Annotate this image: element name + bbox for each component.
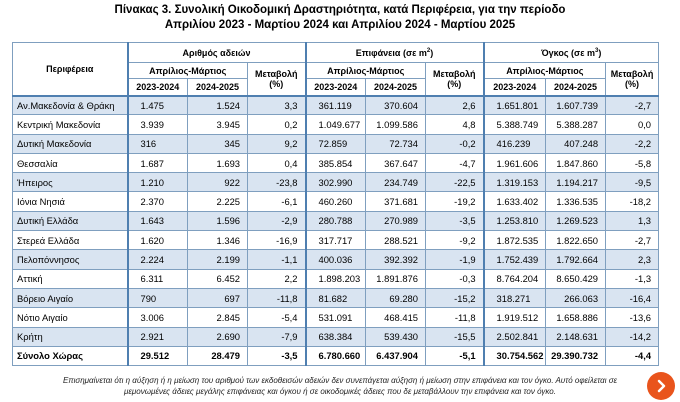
value-cell-ac: -15,2 <box>426 288 484 307</box>
value-cell-v2: 1.847.860 <box>546 153 606 172</box>
value-cell-p1: 3.939 <box>128 115 188 134</box>
table-title-line2: Απριλίου 2023 - Μαρτίου 2024 και Απριλίου 2024 - Μαρτίου 2025 <box>164 19 516 31</box>
value-cell-v1: 1.752.439 <box>484 250 546 269</box>
value-cell-pc: 0,4 <box>248 153 306 172</box>
value-cell-v1: 1.253.810 <box>484 211 546 230</box>
value-cell-pc: -16,9 <box>248 231 306 250</box>
value-cell-pc: 3,3 <box>248 96 306 115</box>
value-cell-a1: 460.260 <box>306 192 366 211</box>
value-cell-v2: 1.792.664 <box>546 250 606 269</box>
footnote-line2: μεμονωμένες άδειες μεγάλης επιφάνειας και όγκου ή σε οικοδομικές άδειες που δε μεταβάλλουν την επιφάνεια και τον όγκο. <box>124 386 556 396</box>
value-cell-vc: -4,4 <box>606 346 659 365</box>
table-row <box>13 153 659 172</box>
table-row <box>13 96 659 115</box>
value-cell-p1: 2.370 <box>128 192 188 211</box>
value-cell-v2: 266.063 <box>546 288 606 307</box>
value-cell-a2: 539.430 <box>366 327 426 346</box>
value-cell-p2: 2.690 <box>188 327 248 346</box>
value-cell-a2: 6.437.904 <box>366 346 426 365</box>
value-cell-vc: -14,2 <box>606 327 659 346</box>
value-cell-a1: 1.898.203 <box>306 269 366 288</box>
value-cell-p2: 1.346 <box>188 231 248 250</box>
value-cell-a2: 392.392 <box>366 250 426 269</box>
region-name-cell: Θεσσαλία <box>13 153 128 172</box>
value-cell-v2: 1.194.217 <box>546 173 606 192</box>
value-cell-a1: 361.119 <box>306 96 366 115</box>
statistics-table <box>12 42 659 366</box>
value-cell-a1: 531.091 <box>306 308 366 327</box>
value-cell-ac: -0,2 <box>426 134 484 153</box>
value-cell-pc: -23,8 <box>248 173 306 192</box>
value-cell-ac: -4,7 <box>426 153 484 172</box>
header-volume: Όγκος (σε $m^3$) <box>484 43 659 63</box>
value-cell-v2: 407.248 <box>546 134 606 153</box>
value-cell-p1: 1.643 <box>128 211 188 230</box>
value-cell-a2: 367.647 <box>366 153 426 172</box>
value-cell-p2: 1.524 <box>188 96 248 115</box>
value-cell-p1: 1.475 <box>128 96 188 115</box>
value-cell-v2: 8.650.429 <box>546 269 606 288</box>
value-cell-a2: 468.415 <box>366 308 426 327</box>
region-name-cell: Νότιο Αιγαίο <box>13 308 128 327</box>
value-cell-p2: 1.596 <box>188 211 248 230</box>
table-row <box>13 211 659 230</box>
table-row <box>13 327 659 346</box>
value-cell-v1: 1.872.535 <box>484 231 546 250</box>
header-region: Περιφέρεια <box>13 43 128 96</box>
value-cell-ac: -19,2 <box>426 192 484 211</box>
value-cell-v1: 1.919.512 <box>484 308 546 327</box>
table-row <box>13 173 659 192</box>
value-cell-p1: 316 <box>128 134 188 153</box>
value-cell-vc: 0,0 <box>606 115 659 134</box>
table-row <box>13 115 659 134</box>
region-name-cell: Δυτική Ελλάδα <box>13 211 128 230</box>
value-cell-p2: 3.945 <box>188 115 248 134</box>
value-cell-ac: -1,9 <box>426 250 484 269</box>
value-cell-pc: 9,2 <box>248 134 306 153</box>
value-cell-a2: 270.989 <box>366 211 426 230</box>
value-cell-v2: 29.390.732 <box>546 346 606 365</box>
value-cell-vc: -5,8 <box>606 153 659 172</box>
value-cell-pc: -3,5 <box>248 346 306 365</box>
value-cell-v2: 1.822.650 <box>546 231 606 250</box>
table-body <box>13 96 659 366</box>
value-cell-v1: 1.633.402 <box>484 192 546 211</box>
value-cell-a1: 72.859 <box>306 134 366 153</box>
value-cell-v1: 1.319.153 <box>484 173 546 192</box>
value-cell-ac: -5,1 <box>426 346 484 365</box>
table-row <box>13 231 659 250</box>
region-name-cell: Στερεά Ελλάδα <box>13 231 128 250</box>
table-row <box>13 192 659 211</box>
footnote <box>0 376 680 397</box>
region-name-cell: Αν.Μακεδονία & Θράκη <box>13 96 128 115</box>
value-cell-ac: -3,5 <box>426 211 484 230</box>
value-cell-pc: -11,8 <box>248 288 306 307</box>
value-cell-vc: 1,3 <box>606 211 659 230</box>
region-name-cell: Αττική <box>13 269 128 288</box>
nav-badge-button[interactable] <box>647 372 675 400</box>
table-row <box>13 308 659 327</box>
value-cell-ac: -11,8 <box>426 308 484 327</box>
value-cell-a1: 280.788 <box>306 211 366 230</box>
value-cell-v2: 2.148.631 <box>546 327 606 346</box>
header-area-y1: 2023-2024 <box>306 79 366 96</box>
value-cell-vc: -13,6 <box>606 308 659 327</box>
value-cell-a1: 317.717 <box>306 231 366 250</box>
value-cell-p1: 1.210 <box>128 173 188 192</box>
header-permits-change: Μεταβολή (%) <box>248 63 306 96</box>
value-cell-p2: 2.845 <box>188 308 248 327</box>
value-cell-pc: -1,1 <box>248 250 306 269</box>
header-permits-y2: 2024-2025 <box>188 79 248 96</box>
footnote-line1: Επισημαίνεται ότι η αύξηση ή η μείωση του αριθμού των εκδοθεισών αδειών δεν συνεπάγεται αύξηση ή μείωση στην επιφάνεια και τον όγκο. Αυτό οφείλεται σε <box>62 376 618 385</box>
value-cell-p2: 2.199 <box>188 250 248 269</box>
value-cell-pc: 2,2 <box>248 269 306 288</box>
value-cell-p2: 1.693 <box>188 153 248 172</box>
header-permits: Αριθμός αδειών <box>128 43 306 63</box>
value-cell-ac: -15,5 <box>426 327 484 346</box>
value-cell-p2: 922 <box>188 173 248 192</box>
value-cell-ac: -22,5 <box>426 173 484 192</box>
value-cell-p1: 6.311 <box>128 269 188 288</box>
value-cell-a2: 1.891.876 <box>366 269 426 288</box>
table-title-line1: Πίνακας 3. Συνολική Οικοδομική Δραστηριότητα, κατά Περιφέρεια, για την περίοδο <box>114 4 566 16</box>
value-cell-a1: 385.854 <box>306 153 366 172</box>
value-cell-v1: 318.271 <box>484 288 546 307</box>
value-cell-p2: 697 <box>188 288 248 307</box>
value-cell-ac: 4,8 <box>426 115 484 134</box>
value-cell-a1: 1.049.677 <box>306 115 366 134</box>
value-cell-p1: 790 <box>128 288 188 307</box>
value-cell-a2: 371.681 <box>366 192 426 211</box>
value-cell-p2: 6.452 <box>188 269 248 288</box>
value-cell-v2: 5.388.287 <box>546 115 606 134</box>
region-name-cell: Δυτική Μακεδονία <box>13 134 128 153</box>
value-cell-v1: 1.651.801 <box>484 96 546 115</box>
value-cell-ac: -0,3 <box>426 269 484 288</box>
value-cell-vc: -16,4 <box>606 288 659 307</box>
header-area-period: Απρίλιος-Μάρτιος <box>306 63 426 79</box>
value-cell-a2: 1.099.586 <box>366 115 426 134</box>
header-volume-y2: 2024-2025 <box>546 79 606 96</box>
value-cell-vc: -9,5 <box>606 173 659 192</box>
table-row <box>13 134 659 153</box>
region-name-cell: Ήπειρος <box>13 173 128 192</box>
value-cell-v1: 1.961.606 <box>484 153 546 172</box>
value-cell-v2: 1.336.535 <box>546 192 606 211</box>
table-row <box>13 288 659 307</box>
value-cell-p1: 2.921 <box>128 327 188 346</box>
value-cell-pc: -2,9 <box>248 211 306 230</box>
total-row <box>13 346 659 365</box>
value-cell-vc: -2,7 <box>606 96 659 115</box>
value-cell-v1: 416.239 <box>484 134 546 153</box>
header-area: Επιφάνεια (σε $m^2$) <box>306 43 484 63</box>
value-cell-a1: 638.384 <box>306 327 366 346</box>
header-permits-y1: 2023-2024 <box>128 79 188 96</box>
region-name-cell: Ιόνια Νησιά <box>13 192 128 211</box>
value-cell-p2: 28.479 <box>188 346 248 365</box>
value-cell-v1: 30.754.562 <box>484 346 546 365</box>
value-cell-p1: 1.620 <box>128 231 188 250</box>
value-cell-v2: 1.658.886 <box>546 308 606 327</box>
value-cell-vc: -1,3 <box>606 269 659 288</box>
header-volume-change: Μεταβολή (%) <box>606 63 659 96</box>
value-cell-v1: 8.764.204 <box>484 269 546 288</box>
chevron-right-icon <box>653 378 669 394</box>
value-cell-p1: 2.224 <box>128 250 188 269</box>
table-row <box>13 250 659 269</box>
value-cell-pc: -7,9 <box>248 327 306 346</box>
value-cell-a1: 6.780.660 <box>306 346 366 365</box>
value-cell-a2: 234.749 <box>366 173 426 192</box>
value-cell-vc: 2,3 <box>606 250 659 269</box>
value-cell-pc: -5,4 <box>248 308 306 327</box>
value-cell-v1: 2.502.841 <box>484 327 546 346</box>
value-cell-p1: 29.512 <box>128 346 188 365</box>
header-volume-y1: 2023-2024 <box>484 79 546 96</box>
value-cell-v2: 1.607.739 <box>546 96 606 115</box>
region-name-cell: Βόρειο Αιγαίο <box>13 288 128 307</box>
value-cell-p1: 1.687 <box>128 153 188 172</box>
region-name-cell: Κεντρική Μακεδονία <box>13 115 128 134</box>
value-cell-p1: 3.006 <box>128 308 188 327</box>
region-name-cell: Κρήτη <box>13 327 128 346</box>
value-cell-pc: -6,1 <box>248 192 306 211</box>
value-cell-ac: 2,6 <box>426 96 484 115</box>
table-title <box>0 3 680 33</box>
value-cell-pc: 0,2 <box>248 115 306 134</box>
table-row <box>13 269 659 288</box>
value-cell-a2: 288.521 <box>366 231 426 250</box>
region-name-cell: Σύνολο Χώρας <box>13 346 128 365</box>
value-cell-a1: 302.990 <box>306 173 366 192</box>
value-cell-a1: 400.036 <box>306 250 366 269</box>
header-volume-period: Απρίλιος-Μάρτιος <box>484 63 606 79</box>
value-cell-p2: 2.225 <box>188 192 248 211</box>
value-cell-vc: -2,2 <box>606 134 659 153</box>
header-area-y2: 2024-2025 <box>366 79 426 96</box>
value-cell-vc: -18,2 <box>606 192 659 211</box>
value-cell-p2: 345 <box>188 134 248 153</box>
value-cell-a2: 69.280 <box>366 288 426 307</box>
header-area-change: Μεταβολή (%) <box>426 63 484 96</box>
value-cell-a2: 370.604 <box>366 96 426 115</box>
value-cell-ac: -9,2 <box>426 231 484 250</box>
value-cell-v1: 5.388.749 <box>484 115 546 134</box>
value-cell-v2: 1.269.523 <box>546 211 606 230</box>
value-cell-a1: 81.682 <box>306 288 366 307</box>
value-cell-vc: -2,7 <box>606 231 659 250</box>
value-cell-a2: 72.734 <box>366 134 426 153</box>
region-name-cell: Πελοπόννησος <box>13 250 128 269</box>
header-permits-period: Απρίλιος-Μάρτιος <box>128 63 248 79</box>
